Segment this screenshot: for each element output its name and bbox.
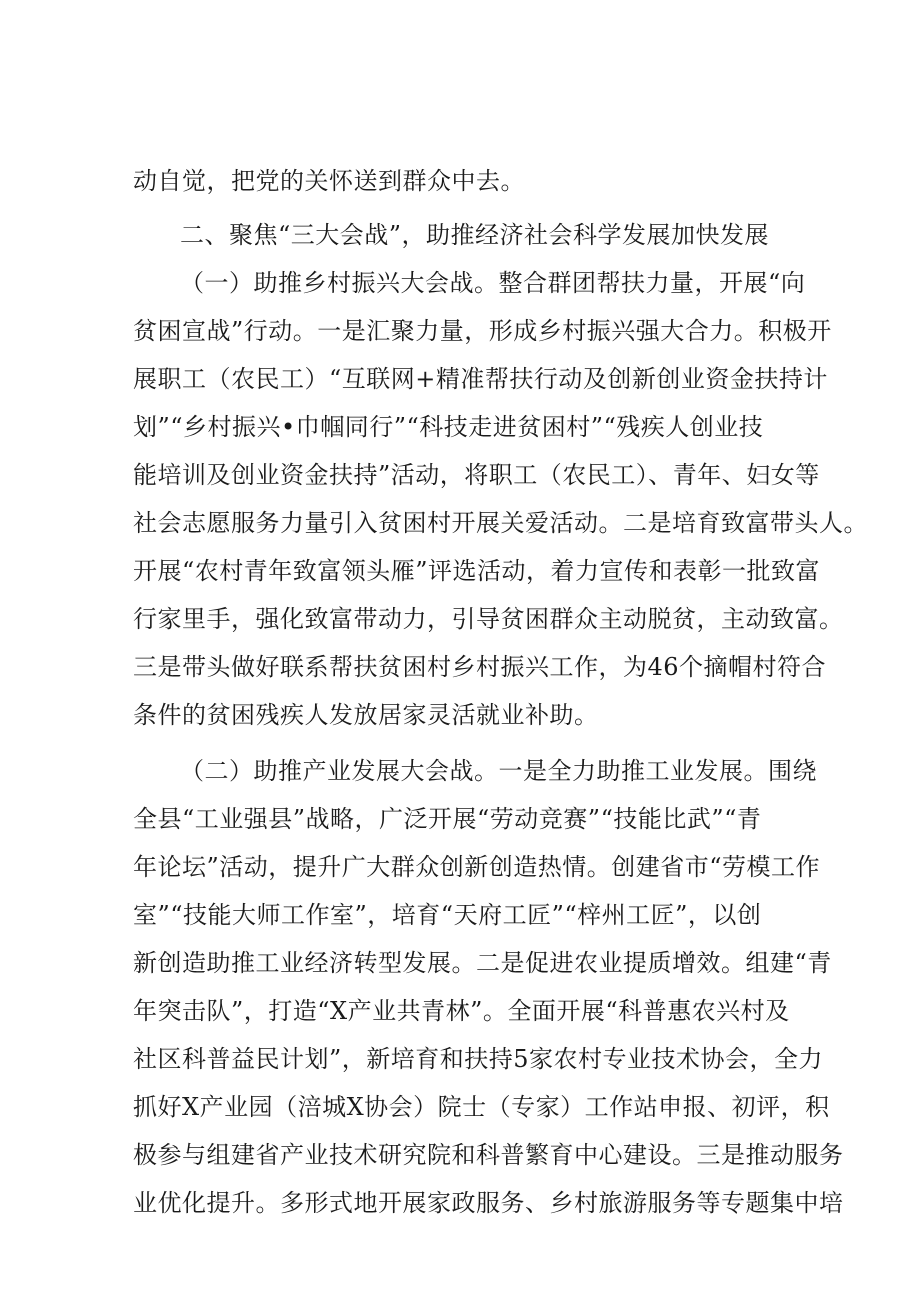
text-line: 社会志愿服务力量引入贫困村开展关爱活动。二是培育致富带头人。 xyxy=(133,509,868,537)
text-line: 贫困宣战”行动。一是汇聚力量，形成乡村振兴强大合力。积极开 xyxy=(133,317,832,345)
subsection-heading-line: （一）助推乡村振兴大会战。整合群团帮扶力量，开展“向 xyxy=(180,269,806,297)
subsection-heading-line: （二）助推产业发展大会战。一是全力助推工业发展。围绕 xyxy=(180,757,817,785)
text-line: 条件的贫困残疾人发放居家灵活就业补助。 xyxy=(133,701,599,729)
text-line: 抓好X产业园（涪城X协会）院士（专家）工作站申报、初评，积 xyxy=(133,1093,830,1121)
text-line: 展职工（农民工）“互联网+精准帮扶行动及创新创业资金扶持计 xyxy=(133,365,828,393)
text-line: 社区科普益民计划”，新培育和扶持5家农村专业技术协会，全力 xyxy=(133,1045,824,1073)
text-line: 全县“工业强县”战略，广泛开展“劳动竞赛”“技能比武”“青 xyxy=(133,805,762,833)
text-line: 开展“农村青年致富领头雁”评选活动，着力宣传和表彰一批致富 xyxy=(133,557,821,585)
text-line: 极参与组建省产业技术研究院和科普繁育中心建设。三是推动服务 xyxy=(133,1141,844,1169)
text-line: 业优化提升。多形式地开展家政服务、乡村旅游服务等专题集中培 xyxy=(133,1189,844,1217)
section-heading: 二、聚焦“三大会战”，助推经济社会科学发展加快发展 xyxy=(180,221,770,249)
text-line: 年突击队”，打造“X产业共青林”。全面开展“科普惠农兴村及 xyxy=(133,997,790,1025)
text-line: 划”“乡村振兴•巾帼同行”“科技走进贫困村”“残疾人创业技 xyxy=(133,413,764,441)
text-line: 年论坛”活动，提升广大群众创新创造热情。创建省市“劳模工作 xyxy=(133,853,821,881)
text-line: 能培训及创业资金扶持”活动，将职工（农民工）、青年、妇女等 xyxy=(133,461,820,489)
text-line: 行家里手，强化致富带动力，引导贫困群众主动脱贫，主动致富。 xyxy=(133,605,844,633)
text-line: 动自觉，把党的关怀送到群众中去。 xyxy=(133,167,525,195)
text-line: 新创造助推工业经济转型发展。二是促进农业提质增效。组建“青 xyxy=(133,949,832,977)
text-line: 三是带头做好联系帮扶贫困村乡村振兴工作，为46个摘帽村符合 xyxy=(133,653,827,681)
text-line: 室”“技能大师工作室”，培育“天府工匠”“梓州工匠”，以创 xyxy=(133,901,762,929)
